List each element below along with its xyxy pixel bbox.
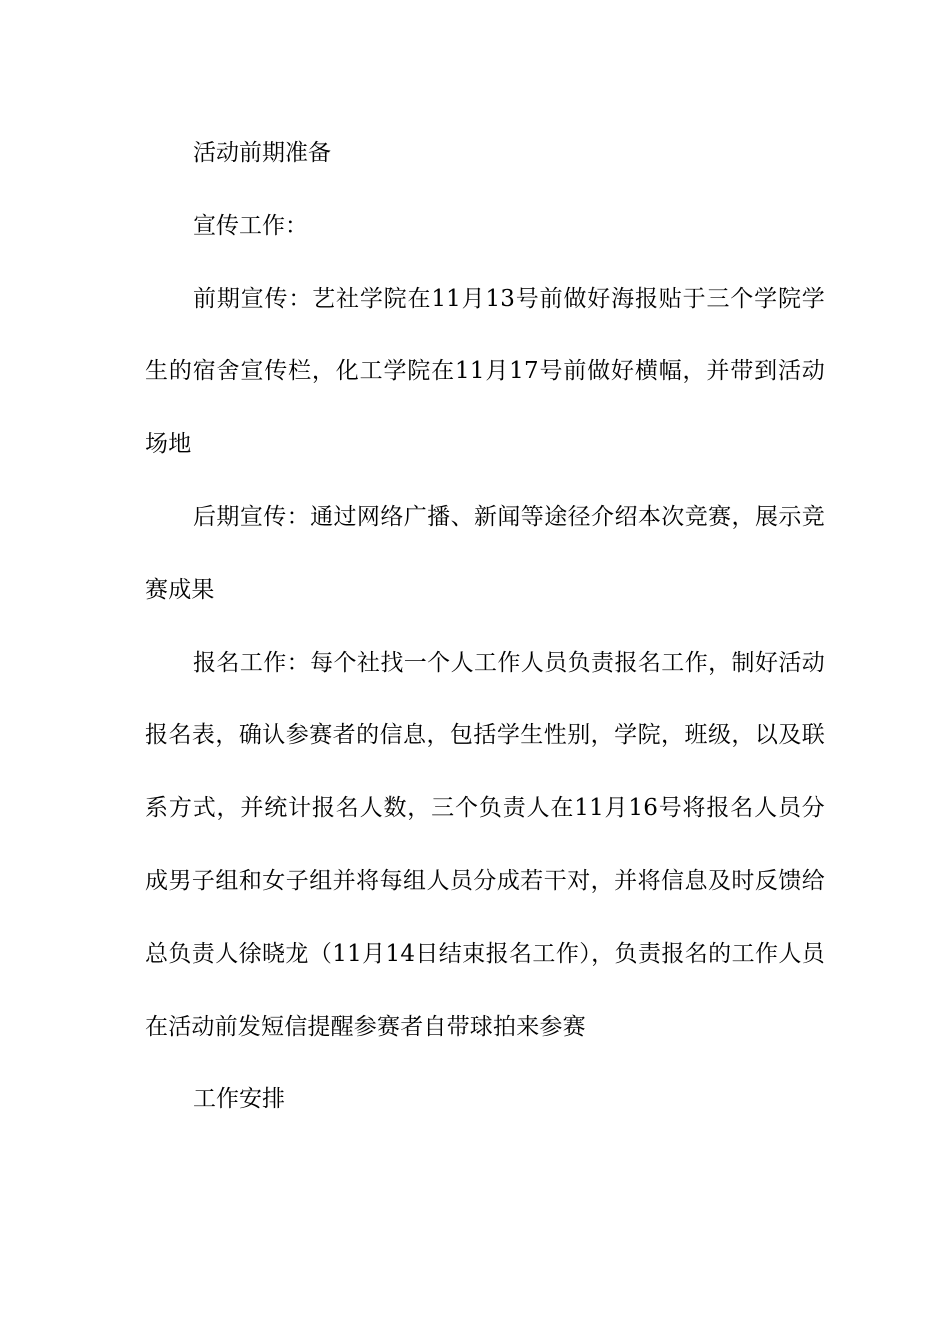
section-heading-work-arrangement: 工作安排 <box>193 1086 285 1113</box>
paragraph-later-publicity: 后期宣传：通过网络广播、新闻等途径介绍本次竞赛，展示竞赛成果 <box>145 503 825 603</box>
section-heading-preparation: 活动前期准备 <box>193 140 331 166</box>
document-page <box>145 117 825 1136</box>
section-heading-publicity: 宣传工作： <box>193 212 308 239</box>
paragraph-early-publicity: 前期宣传：艺社学院在11月13号前做好海报贴于三个学院学生的宿舍宣传栏，化工学院在11月17号前做好横幅，并带到活动场地 <box>145 285 825 458</box>
paragraph-registration: 报名工作：每个社找一个人工作人员负责报名工作，制好活动报名表，确认参赛者的信息，包括学生性别，学院，班级，以及联系方式，并统计报名人数，三个负责人在11月16号将报名人员分成男子组和女子组并将每组人员分成若干对，并将信息及时反馈给总负责人徐晓龙（11月14日结束报名工作），负责报名的工作人员在活动前发短信提醒参赛者自带球拍来参赛 <box>145 649 825 1040</box>
